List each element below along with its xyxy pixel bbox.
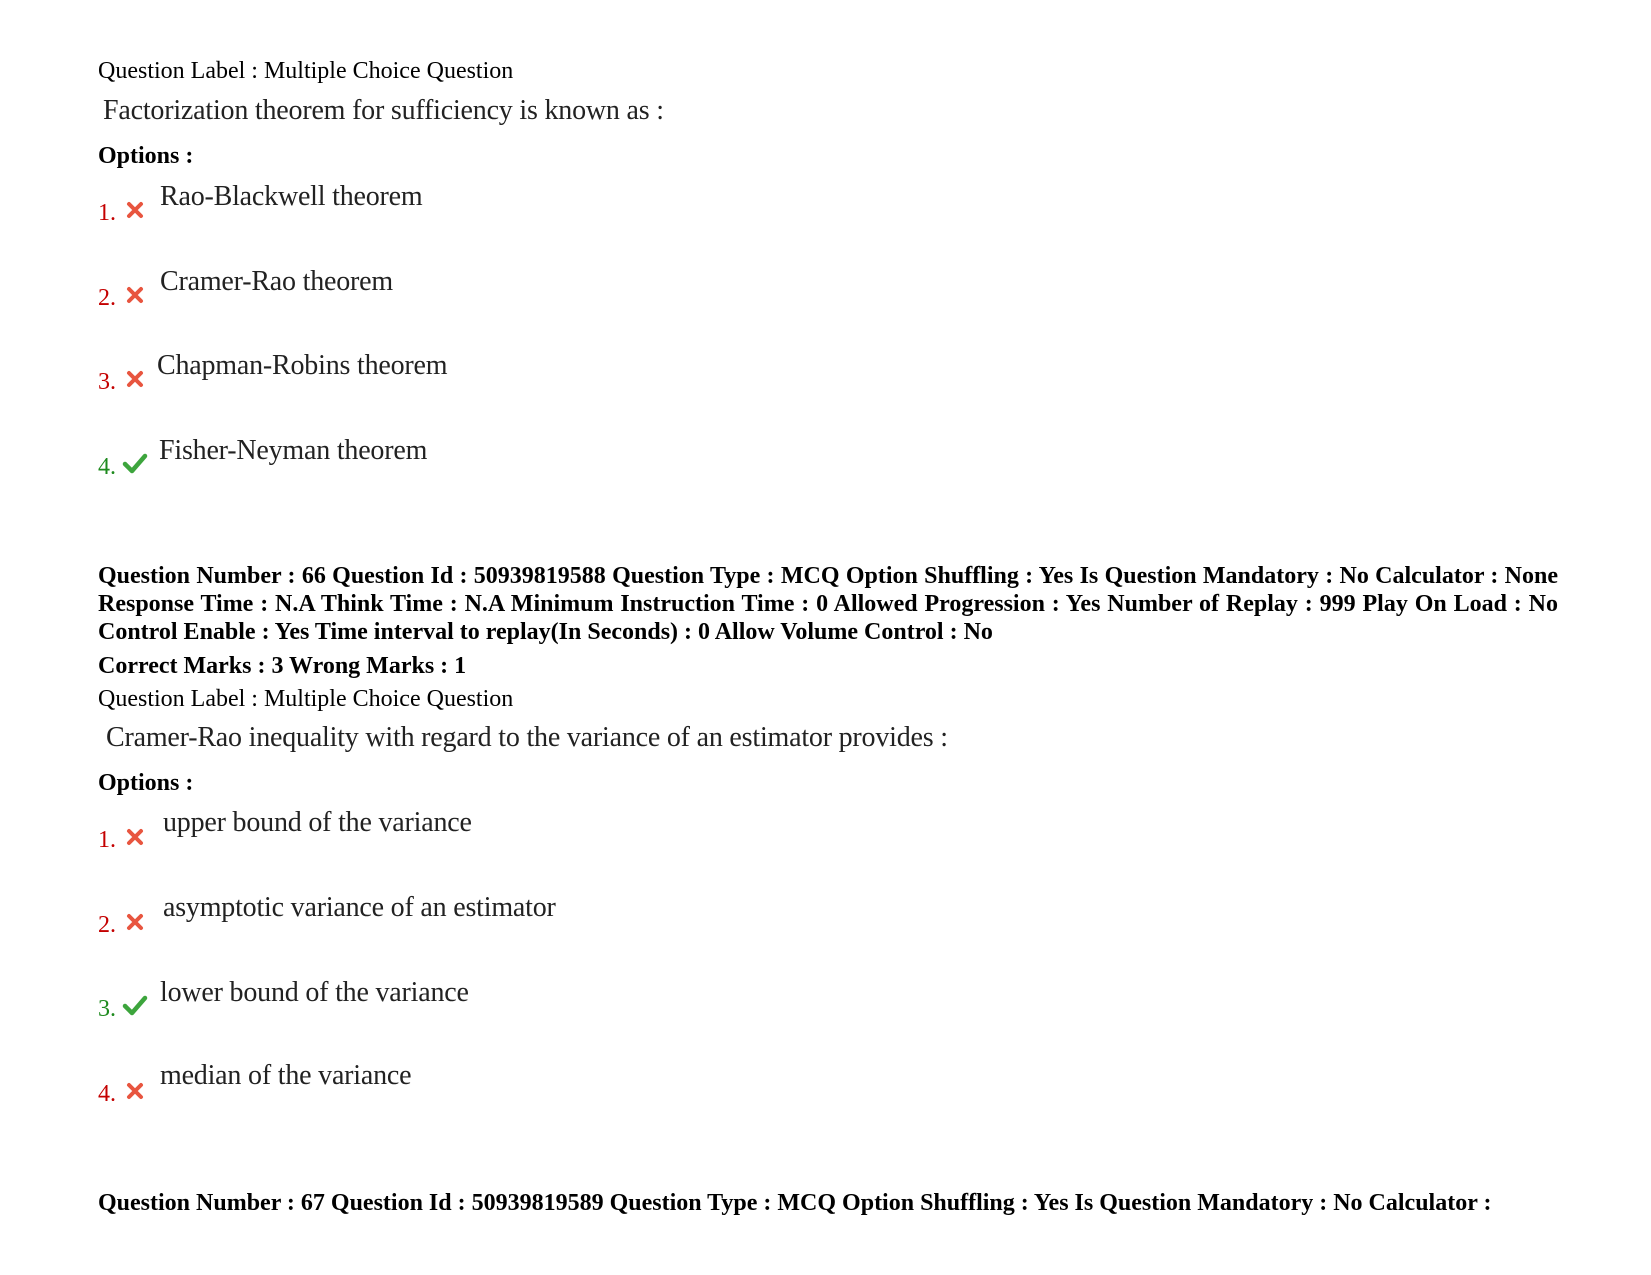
check-icon	[122, 994, 148, 1016]
question-label: Question Label : Multiple Choice Question	[98, 686, 514, 712]
option-text: Rao-Blackwell theorem	[160, 181, 423, 212]
option-text: median of the variance	[160, 1060, 412, 1091]
option-number: 2.	[98, 285, 116, 311]
option-text: Chapman-Robins theorem	[157, 350, 448, 381]
option-number: 4.	[98, 1081, 116, 1107]
options-heading: Options :	[98, 143, 194, 169]
cross-icon	[124, 911, 146, 933]
question-meta: Question Number : 66 Question Id : 50939819588 Question Type : MCQ Option Shuffling : Yes Is Question Mandatory : No Calculator : None Response Time : N.A Think Time : N.A Minimum Instruction Time : 0 Allowed Progression : Yes Number of Replay : 999 Play On Load : No Control Enable : Yes Time interval to replay(In Seconds) : 0 Allow Volume Control : No	[98, 563, 1558, 645]
cross-icon	[124, 199, 146, 221]
option-text: asymptotic variance of an estimator	[163, 892, 556, 923]
option-text: Cramer-Rao theorem	[160, 266, 393, 297]
marks-info: Correct Marks : 3 Wrong Marks : 1	[98, 653, 467, 679]
question-label: Question Label : Multiple Choice Question	[98, 58, 514, 84]
option-text: Fisher-Neyman theorem	[159, 435, 428, 466]
option-number: 1.	[98, 200, 116, 226]
option-text: upper bound of the variance	[163, 807, 472, 838]
option-number: 1.	[98, 827, 116, 853]
cross-icon	[124, 284, 146, 306]
check-icon	[122, 452, 148, 474]
options-heading: Options :	[98, 770, 194, 796]
option-number: 2.	[98, 912, 116, 938]
question-text: Cramer-Rao inequality with regard to the variance of an estimator provides :	[106, 722, 948, 753]
cross-icon	[124, 368, 146, 390]
cross-icon	[124, 826, 146, 848]
option-number: 3.	[98, 996, 116, 1022]
option-number: 4.	[98, 454, 116, 480]
question-meta: Question Number : 67 Question Id : 50939819589 Question Type : MCQ Option Shuffling : Yes Is Question Mandatory : No Calculator :	[98, 1190, 1492, 1216]
cross-icon	[124, 1080, 146, 1102]
option-number: 3.	[98, 369, 116, 395]
option-text: lower bound of the variance	[160, 977, 469, 1008]
question-text: Factorization theorem for sufficiency is known as :	[103, 95, 664, 126]
